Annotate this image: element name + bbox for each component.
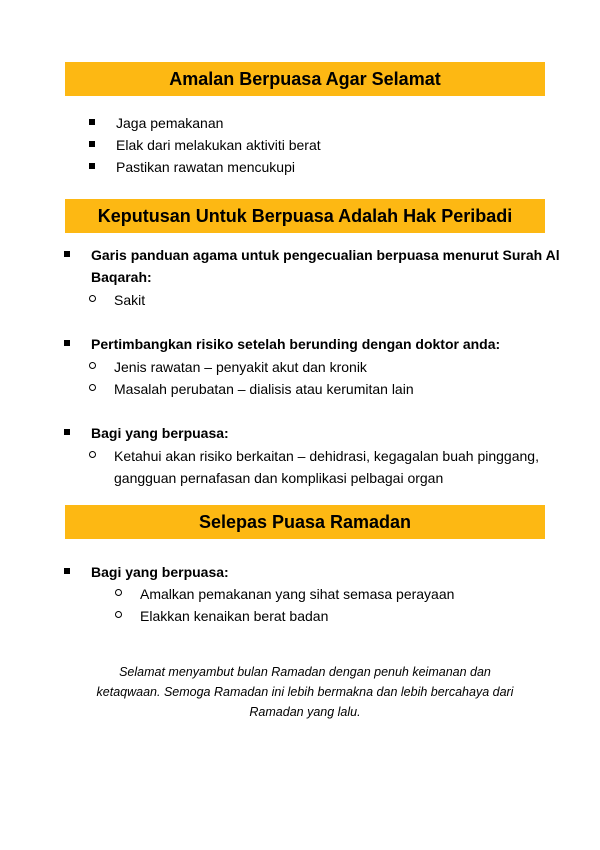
square-bullet-icon (64, 340, 70, 346)
closing-line: Selamat menyambut bulan Ramadan dengan penuh keimanan dan (119, 665, 491, 679)
closing-message (95, 662, 515, 722)
document-page: Amalan Berpuasa Agar Selamat Jaga pemakanan Elak dari melakukan aktiviti berat Pastikan rawatan mencukupi Keputusan Untuk Berpuasa Adalah Hak Peribadi Garis panduan agama untuk pengecualian berpuasa menurut Surah Al Baqarah: Sakit Pertimbangkan risiko setelah berunding dengan doktor anda: Jenis rawatan – penyakit akut dan kronik Masalah perubatan – dialisis atau kerumitan lain Bagi yang berpuasa: Ketahui akan risiko berkaitan – dehidrasi, kegagalan buah pinggang, gangguan pernafasan dan komplikasi pelbagai organ Selepas Puasa Ramadan Bagi yang berpuasa: Amalkan pemakanan yang sihat semasa perayaan Elakkan kenaikan berat badan Selamat menyambut bulan Ramadan dengan penuh keimanan dan ketaqwaan. Semoga Ramadan ini lebih bermakna dan lebih bercahaya dari Ramadan yang lalu. (0, 0, 600, 850)
circle-bullet-icon (89, 451, 96, 458)
square-bullet-icon (64, 251, 70, 257)
section-heading-amalan: Amalan Berpuasa Agar Selamat (65, 62, 545, 96)
square-bullet-icon (64, 429, 70, 435)
square-bullet-icon (89, 119, 95, 125)
circle-bullet-icon (89, 384, 96, 391)
square-bullet-icon (89, 163, 95, 169)
circle-bullet-icon (115, 611, 122, 618)
section-heading-selepas: Selepas Puasa Ramadan (65, 505, 545, 539)
closing-line: ketaqwaan. Semoga Ramadan ini lebih bermakna dan lebih bercahaya dari (96, 685, 514, 699)
circle-bullet-icon (115, 589, 122, 596)
section-heading-keputusan: Keputusan Untuk Berpuasa Adalah Hak Peribadi (65, 199, 545, 233)
circle-bullet-icon (89, 362, 96, 369)
closing-line: Ramadan yang lalu. (249, 705, 361, 719)
square-bullet-icon (64, 568, 70, 574)
square-bullet-icon (89, 141, 95, 147)
circle-bullet-icon (89, 295, 96, 302)
